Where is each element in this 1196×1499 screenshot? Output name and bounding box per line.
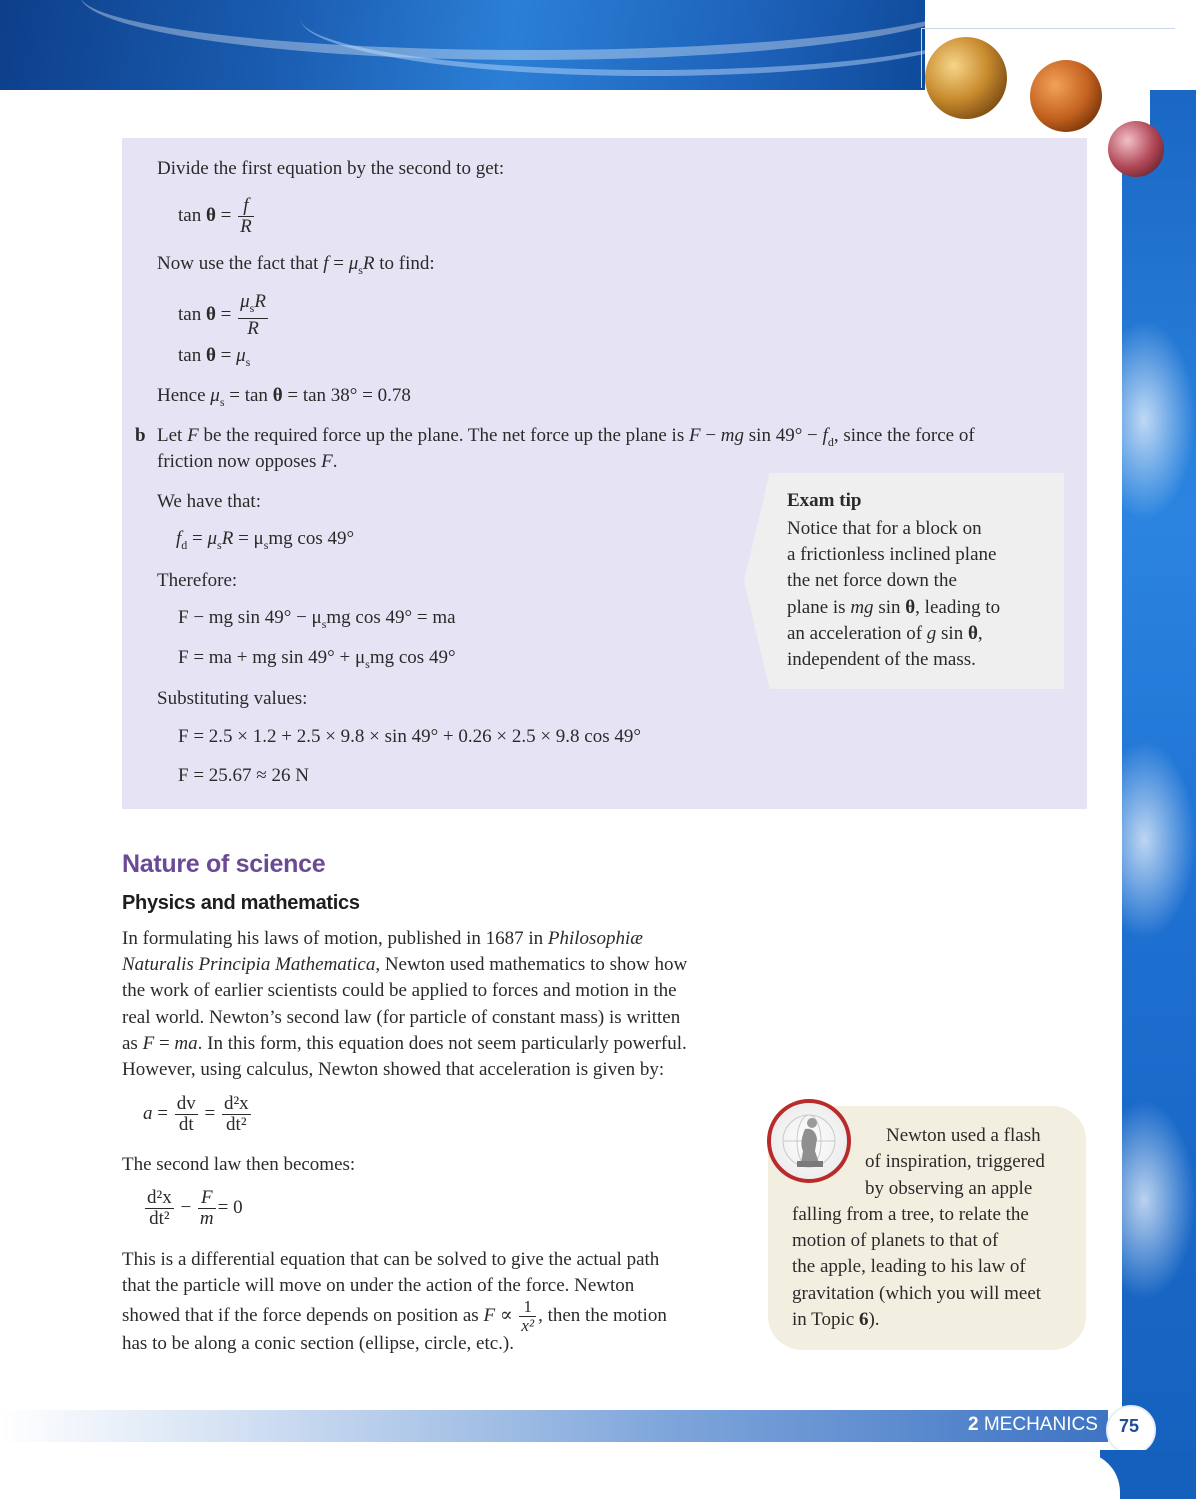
page-number: 75 <box>1118 1416 1140 1436</box>
denominator: dt <box>178 1114 194 1135</box>
text-run: . In this form, this equation does not seem particularly powerful. <box>197 1033 687 1054</box>
text-run: , since the force of <box>833 425 975 446</box>
denominator: x² <box>521 1316 535 1336</box>
thinker-icon <box>767 1099 851 1183</box>
equation-acceleration <box>143 1094 253 1135</box>
math-symbol: θ <box>205 303 216 325</box>
fraction <box>198 1188 216 1229</box>
math-symbol: μ <box>240 291 250 312</box>
text-run: plane is <box>787 596 851 618</box>
paragraph-line <box>122 1031 687 1057</box>
math-symbol: R <box>221 528 234 549</box>
banner-light-streak <box>300 0 925 76</box>
book-title: Naturalis Principia Mathematica <box>122 954 376 975</box>
math-text: = <box>215 303 237 325</box>
text-run: ∝ <box>495 1305 518 1326</box>
text-run: in Topic <box>792 1309 859 1330</box>
paragraph-line: that the particle will move on under the action of the force. Newton <box>122 1275 635 1296</box>
subscript: s <box>245 354 251 369</box>
exam-tip-body <box>787 516 1057 673</box>
example-text <box>157 251 435 283</box>
paragraph-line: This is a differential equation that can be solved to give the actual path <box>122 1249 660 1270</box>
numerator: f <box>238 196 254 217</box>
text-run: to find: <box>374 253 435 274</box>
math-symbol: f <box>323 253 329 274</box>
text-run: , <box>977 622 983 644</box>
subscript: d <box>181 537 188 552</box>
planet-image <box>1030 60 1102 132</box>
sidebar-text: of inspiration, triggered <box>865 1151 1045 1172</box>
topic-reference: 6 <box>858 1309 869 1330</box>
text-run: as <box>122 1033 143 1054</box>
subscript: d <box>827 434 834 449</box>
text-run: an acceleration of <box>787 622 927 644</box>
chapter-number: 2 <box>968 1414 979 1435</box>
exam-tip-line: a frictionless inclined plane <box>787 544 997 566</box>
paragraph-line: real world. Newton’s second law (for particle of constant mass) is written <box>122 1007 681 1028</box>
example-text: Substituting values: <box>157 688 308 709</box>
math-symbol: g <box>926 622 937 644</box>
section-heading: Nature of science <box>122 850 326 878</box>
math-symbol: μ <box>236 345 246 366</box>
math-symbol: a <box>143 1102 153 1124</box>
fraction <box>222 1094 251 1135</box>
math-symbol: F <box>321 451 333 472</box>
sidebar-text: by observing an apple <box>865 1178 1033 1199</box>
math-symbol: mg <box>720 425 745 446</box>
math-text: = <box>152 1102 173 1124</box>
text-run: , leading to <box>915 596 1001 618</box>
paragraph-line <box>122 1296 667 1336</box>
equation-tan-theta-f-over-r <box>178 196 256 237</box>
math-symbol: ma <box>174 1033 198 1054</box>
planet-image <box>925 37 1007 119</box>
exam-tip-title: Exam tip <box>787 490 862 511</box>
math-text: = <box>215 345 237 366</box>
denominator: m <box>199 1208 214 1229</box>
equation-tan-theta-mu-r-over-r <box>178 292 270 339</box>
strip-glow <box>1122 1100 1196 1300</box>
strip-glow <box>1122 740 1196 940</box>
section-subheading: Physics and mathematics <box>122 892 360 914</box>
text-run: ). <box>868 1309 880 1330</box>
math-symbol: θ <box>905 596 916 618</box>
header-frame-line <box>921 28 922 88</box>
numerator: 1 <box>519 1298 536 1317</box>
equation-tan-theta-mu <box>178 345 250 370</box>
paragraph-line: However, using calculus, Newton showed that acceleration is given by: <box>122 1059 665 1080</box>
chapter-name: MECHANICS <box>983 1414 1098 1435</box>
math-text: F = ma + mg sin 49° + μ <box>178 647 366 668</box>
paragraph-line <box>122 926 643 952</box>
math-text: tan <box>178 303 202 325</box>
numerator: d²x <box>223 1093 249 1114</box>
math-text: tan <box>178 345 202 366</box>
math-text: mg cos 49° = ma <box>326 607 456 628</box>
fraction <box>519 1298 536 1335</box>
planet-image <box>1108 121 1164 177</box>
math-symbol: θ <box>205 345 216 366</box>
sidebar-text: falling from a tree, to relate the <box>792 1204 1029 1225</box>
fraction <box>238 292 268 339</box>
subscript: s <box>217 537 222 552</box>
denominator: R <box>247 317 259 339</box>
equation-substitution: F = 2.5 × 1.2 + 2.5 × 9.8 × sin 49° + 0.26 × 2.5 × 9.8 cos 49° <box>178 726 641 747</box>
example-text: Therefore: <box>157 570 238 591</box>
text-run: , Newton used mathematics to show how <box>375 954 688 975</box>
example-text <box>157 449 337 475</box>
paragraph-line <box>122 952 687 978</box>
text-run: In formulating his laws of motion, published in 1687 in <box>122 928 548 949</box>
header-frame-line <box>921 28 1175 29</box>
exam-tip-line: independent of the mass. <box>787 649 976 671</box>
chapter-label <box>968 1414 1098 1436</box>
subscript: s <box>263 537 269 552</box>
math-symbol: mg <box>850 596 874 618</box>
subscript: s <box>321 616 327 631</box>
math-text: = μ <box>238 528 264 549</box>
math-text: tan <box>178 204 202 226</box>
sidebar-text <box>792 1307 880 1333</box>
math-text: mg cos 49° <box>268 528 355 549</box>
part-label: b <box>135 425 146 446</box>
paragraph-line: The second law then becomes: <box>122 1154 356 1175</box>
math-symbol: θ <box>205 204 216 226</box>
text-run: Let <box>157 425 188 446</box>
equation-differential: $\frac{\text{d²x}}{\text{dt²}}$ − $\frac{F}{m}$ = 0 <box>147 1187 243 1229</box>
strip-glow <box>1122 320 1196 520</box>
math-symbol: F <box>483 1305 496 1326</box>
text-run: sin <box>873 596 906 618</box>
math-symbol: F <box>187 425 199 446</box>
math-text: = <box>215 204 237 226</box>
fraction <box>238 196 254 237</box>
numerator: F <box>198 1188 216 1209</box>
math-symbol: μ <box>348 253 359 274</box>
math-symbol: F <box>688 425 701 446</box>
right-decorative-strip <box>1122 90 1196 1499</box>
text-run: = <box>154 1033 175 1054</box>
math-text: F − mg sin 49° − μ <box>178 607 322 628</box>
example-text: Divide the first equation by the second to get: <box>157 158 505 179</box>
exam-tip-line: the net force down the <box>787 570 957 592</box>
math-symbol: μ <box>207 528 218 549</box>
math-symbol: R <box>362 253 375 274</box>
numerator <box>238 292 268 319</box>
math-text: = 0 <box>217 1196 243 1218</box>
text-run: showed that if the force depends on position as <box>122 1305 484 1326</box>
subscript: s <box>365 656 370 671</box>
text-run: Now use the fact that <box>157 253 324 274</box>
numerator: dv <box>176 1093 196 1114</box>
text-run: be the required force up the plane. The net force up the plane is <box>198 425 689 446</box>
exam-tip-line: Notice that for a block on <box>787 518 982 539</box>
equation-net-force <box>178 607 456 632</box>
text-run: friction now opposes <box>157 451 322 472</box>
equation-result: F = 25.67 ≈ 26 N <box>178 765 309 786</box>
sidebar-text: the apple, leading to his law of <box>792 1256 1026 1277</box>
fraction <box>175 1094 198 1135</box>
sidebar-text: gravitation (which you will meet <box>792 1283 1042 1304</box>
text-run: = tan 38° = 0.78 <box>282 385 411 406</box>
subscript: s <box>219 394 225 409</box>
example-text <box>157 383 411 415</box>
math-symbol: θ <box>272 385 283 406</box>
subscript: s <box>249 300 255 315</box>
denominator: dt² <box>149 1208 170 1229</box>
math-symbol: f <box>176 528 182 549</box>
denominator: dt² <box>226 1114 247 1135</box>
sidebar-text: Newton used a flash <box>886 1125 1041 1146</box>
text-run: = <box>328 253 349 274</box>
text-run: Hence <box>157 385 211 406</box>
footer-bar <box>0 1410 1108 1442</box>
math-symbol: θ <box>967 622 978 644</box>
text-run: = tan <box>224 385 273 406</box>
paragraph-line: the work of earlier scientists could be applied to forces and motion in the <box>122 980 677 1001</box>
subscript: s <box>358 262 363 277</box>
sidebar-text: motion of planets to that of <box>792 1230 999 1251</box>
math-text: = <box>187 528 208 549</box>
text-run: − <box>700 425 721 446</box>
text-run: sin <box>936 622 968 644</box>
math-symbol: f <box>822 425 828 446</box>
exam-tip-line <box>787 595 1057 621</box>
example-text: We have that: <box>157 491 261 512</box>
math-symbol: μ <box>210 385 220 406</box>
text-run: , then the motion <box>538 1305 667 1326</box>
text-run: . <box>332 451 338 472</box>
math-symbol: F <box>142 1033 155 1054</box>
numerator: d²x <box>147 1187 172 1208</box>
math-text: = <box>199 1102 220 1124</box>
equation-friction <box>176 528 354 553</box>
math-text: mg cos 49° <box>369 647 456 668</box>
book-title: Philosophiæ <box>547 928 643 949</box>
header-banner <box>0 0 925 90</box>
math-symbol: R <box>254 291 266 312</box>
text-run: sin 49° − <box>744 425 823 446</box>
denominator: R <box>240 216 252 237</box>
paragraph-line: has to be along a conic section (ellipse, circle, etc.). <box>122 1333 514 1354</box>
exam-tip-line <box>787 621 1057 647</box>
equation-force-rearranged <box>178 647 456 672</box>
fraction <box>145 1188 174 1229</box>
